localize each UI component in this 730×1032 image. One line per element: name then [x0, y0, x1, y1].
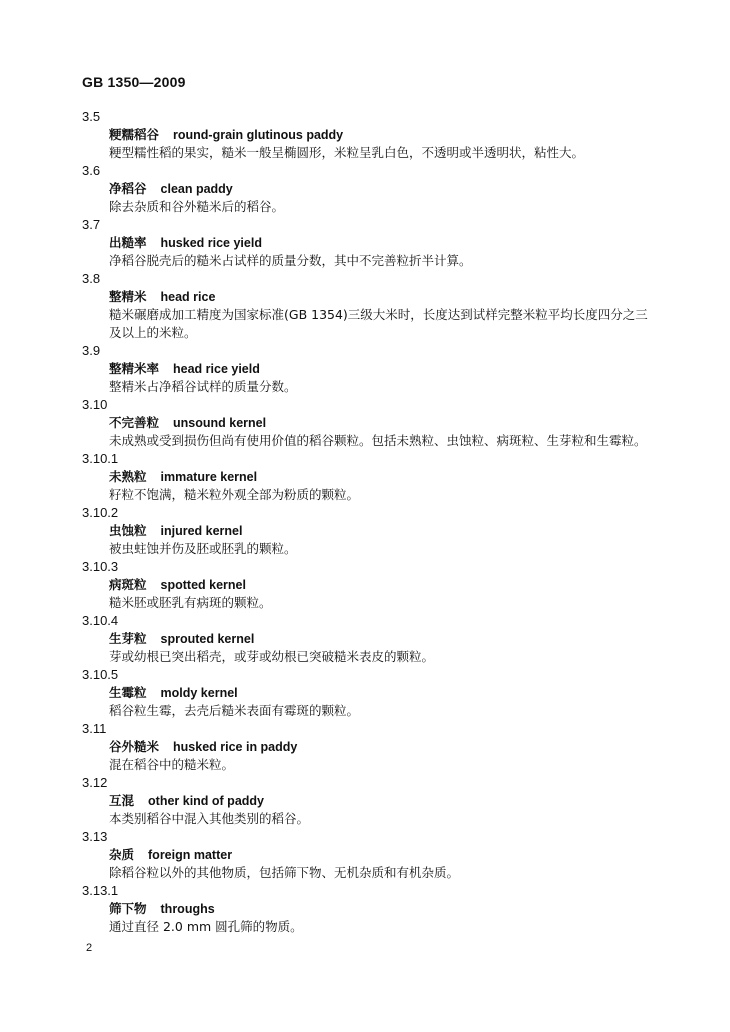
term-en: unsound kernel — [173, 416, 267, 430]
entry-3-10-4 — [82, 612, 662, 666]
term-zh: 整精米 — [109, 289, 147, 304]
term — [109, 738, 662, 756]
clause-number: 3.10.2 — [82, 505, 119, 520]
clause-number: 3.10 — [82, 397, 108, 412]
clause-number: 3.10.4 — [82, 613, 119, 628]
term-en: clean paddy — [160, 182, 233, 196]
term — [109, 234, 662, 252]
term — [109, 468, 662, 486]
entry-3-6 — [82, 162, 662, 216]
clause-number: 3.9 — [82, 343, 101, 358]
term-zh: 不完善粒 — [109, 415, 160, 430]
clause-number: 3.5 — [82, 109, 101, 124]
definition: 芽或幼根已突出稻壳，或芽或幼根已突破糙米表皮的颗粒。 — [109, 649, 435, 664]
term-en: sprouted kernel — [160, 632, 255, 646]
clause-number: 3.13.1 — [82, 883, 119, 898]
entry-3-11 — [82, 720, 662, 774]
definition: 本类别稻谷中混入其他类别的稻谷。 — [109, 811, 310, 826]
definition: 糙米胚或胚乳有病斑的颗粒。 — [109, 595, 272, 610]
term-zh: 杂质 — [109, 847, 135, 862]
definition: 稻谷粒生霉，去壳后糙米表面有霉斑的颗粒。 — [109, 703, 360, 718]
clause-number: 3.12 — [82, 775, 108, 790]
term-en: head rice yield — [173, 362, 260, 376]
term — [109, 126, 662, 144]
entry-3-12 — [82, 774, 662, 828]
document-header: GB 1350—2009 — [82, 74, 186, 90]
term-zh: 病斑粒 — [109, 577, 147, 592]
term — [109, 522, 662, 540]
term-en: husked rice yield — [160, 236, 262, 250]
definition: 净稻谷脱壳后的糙米占试样的质量分数，其中不完善粒折半计算。 — [109, 253, 472, 268]
term-en: immature kernel — [160, 470, 258, 484]
entry-3-13 — [82, 828, 662, 882]
term-en: foreign matter — [148, 848, 233, 862]
clause-number: 3.7 — [82, 217, 101, 232]
definition: 糙米碾磨成加工精度为国家标准(GB 1354)三级大米时，长度达到试样完整米粒平均长度四分之三及以上的米粒。 — [109, 307, 648, 340]
term-list — [82, 108, 662, 936]
definition: 除稻谷粒以外的其他物质，包括筛下物、无机杂质和有机杂质。 — [109, 865, 460, 880]
term — [109, 630, 662, 648]
term — [109, 414, 662, 432]
entry-3-10-3 — [82, 558, 662, 612]
term-zh: 生霉粒 — [109, 685, 147, 700]
term-en: spotted kernel — [160, 578, 246, 592]
term-zh: 出糙率 — [109, 235, 147, 250]
clause-number: 3.10.3 — [82, 559, 119, 574]
term — [109, 846, 662, 864]
entry-3-13-1 — [82, 882, 662, 936]
term-zh: 虫蚀粒 — [109, 523, 147, 538]
term-zh: 净稻谷 — [109, 181, 147, 196]
entry-3-10-2 — [82, 504, 662, 558]
term-zh: 整精米率 — [109, 361, 160, 376]
definition: 混在稻谷中的糙米粒。 — [109, 757, 235, 772]
definition: 籽粒不饱满，糙米粒外观全部为粉质的颗粒。 — [109, 487, 360, 502]
term-zh: 生芽粒 — [109, 631, 147, 646]
clause-number: 3.10.1 — [82, 451, 119, 466]
definition: 通过直径 2.0 mm 圆孔筛的物质。 — [109, 919, 303, 934]
term — [109, 900, 662, 918]
entry-3-9 — [82, 342, 662, 396]
definition: 粳型糯性稻的果实，糙米一般呈椭圆形，米粒呈乳白色，不透明或半透明状，粘性大。 — [109, 145, 585, 160]
definition: 未成熟或受到损伤但尚有使用价值的稻谷颗粒。包括未熟粒、虫蚀粒、病斑粒、生芽粒和生霉粒。 — [109, 433, 647, 448]
term-en: husked rice in paddy — [173, 740, 298, 754]
term-zh: 筛下物 — [109, 901, 147, 916]
entry-3-10-5 — [82, 666, 662, 720]
definition: 整精米占净稻谷试样的质量分数。 — [109, 379, 297, 394]
entry-3-10-1 — [82, 450, 662, 504]
term-zh: 互混 — [109, 793, 135, 808]
entry-3-7 — [82, 216, 662, 270]
term-en: moldy kernel — [160, 686, 238, 700]
term-en: head rice — [160, 290, 216, 304]
page-number: 2 — [86, 942, 93, 954]
term — [109, 180, 662, 198]
term-en: throughs — [160, 902, 215, 916]
term — [109, 684, 662, 702]
term-en: other kind of paddy — [148, 794, 264, 808]
term — [109, 288, 662, 306]
entry-3-5 — [82, 108, 662, 162]
term-zh: 未熟粒 — [109, 469, 147, 484]
clause-number: 3.10.5 — [82, 667, 119, 682]
term — [109, 576, 662, 594]
clause-number: 3.6 — [82, 163, 101, 178]
term-en: round-grain glutinous paddy — [173, 128, 344, 142]
definition: 除去杂质和谷外糙米后的稻谷。 — [109, 199, 285, 214]
clause-number: 3.8 — [82, 271, 101, 286]
term-en: injured kernel — [160, 524, 243, 538]
clause-number: 3.13 — [82, 829, 108, 844]
entry-3-8 — [82, 270, 662, 342]
definition: 被虫蛀蚀并伤及胚或胚乳的颗粒。 — [109, 541, 297, 556]
clause-number: 3.11 — [82, 721, 107, 736]
term — [109, 360, 662, 378]
entry-3-10 — [82, 396, 662, 450]
term-zh: 粳糯稻谷 — [109, 127, 160, 142]
term-zh: 谷外糙米 — [109, 739, 160, 754]
term — [109, 792, 662, 810]
